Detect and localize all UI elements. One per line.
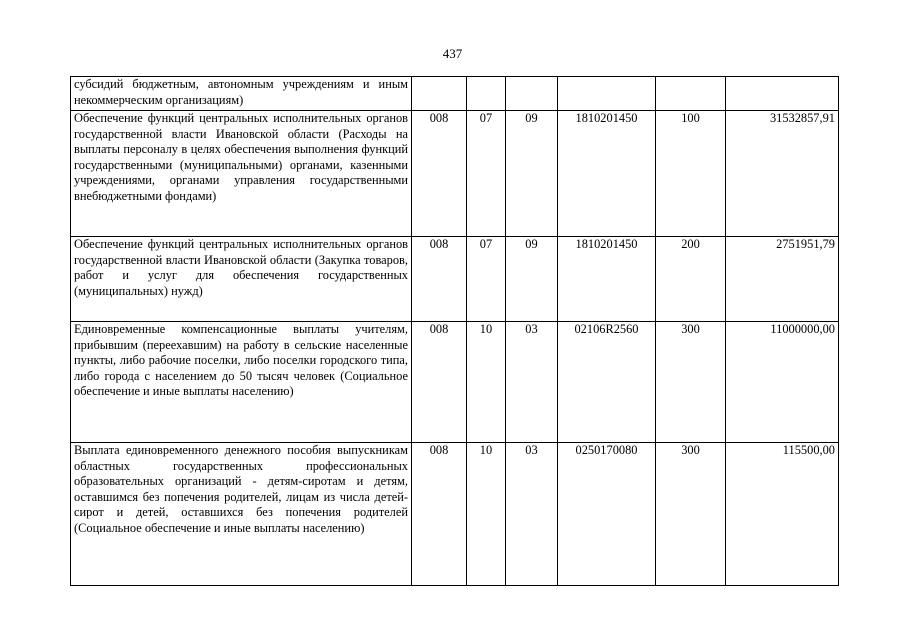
amount-cell bbox=[726, 77, 839, 111]
budget-table bbox=[70, 76, 839, 586]
amount-cell: 2751951,79 bbox=[726, 237, 839, 322]
ministry-code-cell: 008 bbox=[412, 322, 467, 443]
ministry-code-cell: 008 bbox=[412, 111, 467, 237]
target-article-cell: 1810201450 bbox=[558, 237, 656, 322]
table-row bbox=[71, 77, 839, 111]
subsection-code-cell bbox=[506, 77, 558, 111]
expense-type-cell: 200 bbox=[656, 237, 726, 322]
target-article-cell: 02106R2560 bbox=[558, 322, 656, 443]
ministry-code-cell bbox=[412, 77, 467, 111]
description-cell: субсидий бюджетным, автономным учреждениям и иным некоммерческим организациям) bbox=[71, 77, 412, 111]
description-cell: Выплата единовременного денежного пособия выпускникам областных государственных профессиональных образовательных организаций - детям-сиротам и детям, оставшимся без попечения родителей, лицам из числа детей-сирот и детей, оставшихся без попечения родителей (Социальное обеспечение и иные выплаты населению) bbox=[71, 443, 412, 586]
expense-type-cell: 300 bbox=[656, 322, 726, 443]
amount-cell: 31532857,91 bbox=[726, 111, 839, 237]
section-code-cell: 10 bbox=[467, 322, 506, 443]
amount-cell: 11000000,00 bbox=[726, 322, 839, 443]
subsection-code-cell: 09 bbox=[506, 237, 558, 322]
target-article-cell bbox=[558, 77, 656, 111]
ministry-code-cell: 008 bbox=[412, 237, 467, 322]
target-article-cell: 1810201450 bbox=[558, 111, 656, 237]
amount-cell: 115500,00 bbox=[726, 443, 839, 586]
table-row bbox=[71, 237, 839, 322]
table-row bbox=[71, 322, 839, 443]
table-row bbox=[71, 111, 839, 237]
subsection-code-cell: 03 bbox=[506, 322, 558, 443]
ministry-code-cell: 008 bbox=[412, 443, 467, 586]
expense-type-cell: 100 bbox=[656, 111, 726, 237]
description-cell: Обеспечение функций центральных исполнительных органов государственной власти Ивановской области (Расходы на выплаты персоналу в целях обеспечения выполнения функций государственными (муниципальными) органами, казенными учреждениями, органами управления государственными внебюджетными фондами) bbox=[71, 111, 412, 237]
description-cell: Единовременные компенсационные выплаты учителям, прибывшим (переехавшим) на работу в сельские населенные пункты, либо рабочие поселки, либо поселки городского типа, либо города с населением до 50 тысяч человек (Социальное обеспечение и иные выплаты населению) bbox=[71, 322, 412, 443]
description-cell: Обеспечение функций центральных исполнительных органов государственной власти Ивановской области (Закупка товаров, работ и услуг для обеспечения государственных (муниципальных) нужд) bbox=[71, 237, 412, 322]
subsection-code-cell: 03 bbox=[506, 443, 558, 586]
subsection-code-cell: 09 bbox=[506, 111, 558, 237]
expense-type-cell: 300 bbox=[656, 443, 726, 586]
table-row bbox=[71, 443, 839, 586]
section-code-cell: 07 bbox=[467, 237, 506, 322]
target-article-cell: 0250170080 bbox=[558, 443, 656, 586]
section-code-cell: 07 bbox=[467, 111, 506, 237]
expense-type-cell bbox=[656, 77, 726, 111]
section-code-cell bbox=[467, 77, 506, 111]
page-number: 437 bbox=[442, 46, 463, 61]
section-code-cell: 10 bbox=[467, 443, 506, 586]
